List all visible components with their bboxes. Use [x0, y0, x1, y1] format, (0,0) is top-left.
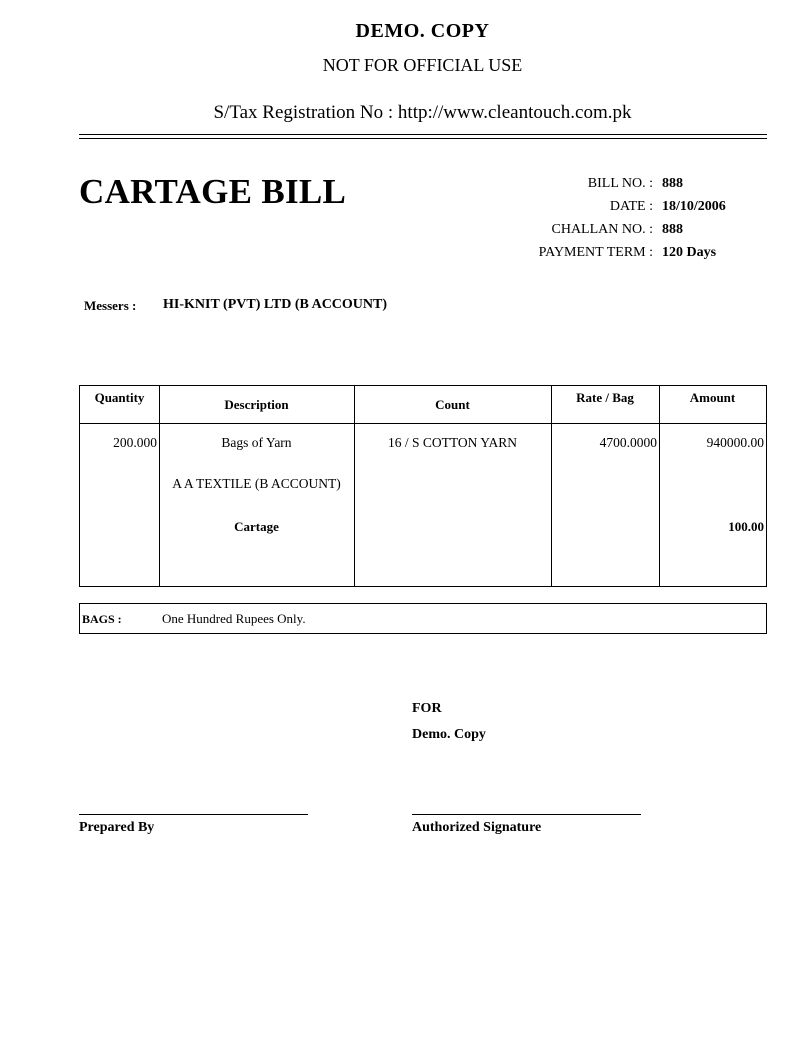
column-divider: [354, 386, 355, 586]
header-quantity: Quantity: [94, 390, 145, 405]
challan-no-label: CHALLAN NO. :: [551, 222, 653, 237]
bags-amount-words: [79, 603, 767, 634]
demo-copy-heading: DEMO. COPY: [355, 20, 490, 42]
challan-no-value: 888: [662, 222, 683, 237]
bill-no-label: BILL NO. :: [587, 176, 653, 191]
prepared-by-label: Prepared By: [79, 820, 155, 835]
cell-quantity: 200.000: [113, 435, 157, 450]
cell-description: Bags of Yarn: [221, 435, 292, 450]
bill-no-value: 888: [662, 176, 683, 191]
stax-registration: S/Tax Registration No : http://www.cleantouch.com.pk: [213, 102, 632, 123]
cell-party: A A TEXTILE (B ACCOUNT): [172, 476, 341, 491]
date-label: DATE :: [609, 199, 653, 214]
header-divider-bottom: [79, 138, 767, 139]
payment-term-value: 120 Days: [662, 245, 717, 260]
cell-rate: 4700.0000: [599, 435, 657, 450]
prepared-by-line: [79, 814, 308, 815]
authorized-signature-line: [412, 814, 641, 815]
cell-count: 16 / S COTTON YARN: [387, 435, 517, 450]
date-value: 18/10/2006: [662, 199, 726, 214]
header-count: Count: [435, 397, 470, 412]
not-official-notice: NOT FOR OFFICIAL USE: [322, 55, 523, 75]
messers-label: Messers :: [84, 298, 137, 313]
messers-value: HI-KNIT (PVT) LTD (B ACCOUNT): [163, 297, 388, 312]
header-rate: Rate / Bag: [576, 390, 634, 405]
payment-term-label: PAYMENT TERM :: [538, 245, 653, 260]
bags-value: One Hundred Rupees Only.: [162, 611, 306, 626]
cell-cartage-label: Cartage: [234, 519, 279, 534]
cell-cartage-amount: 100.00: [728, 519, 764, 534]
document-title: CARTAGE BILL: [79, 172, 347, 211]
bags-label: BAGS :: [82, 612, 122, 626]
cell-amount: 940000.00: [706, 435, 764, 450]
header-amount: Amount: [689, 390, 736, 405]
for-company: Demo. Copy: [412, 727, 486, 742]
header-description: Description: [224, 397, 289, 412]
items-table: [79, 385, 767, 587]
column-divider: [659, 386, 660, 586]
for-label: FOR: [412, 701, 442, 716]
header-row-divider: [80, 423, 766, 424]
column-divider: [551, 386, 552, 586]
authorized-signature-label: Authorized Signature: [412, 820, 542, 835]
header-divider-top: [79, 134, 767, 135]
